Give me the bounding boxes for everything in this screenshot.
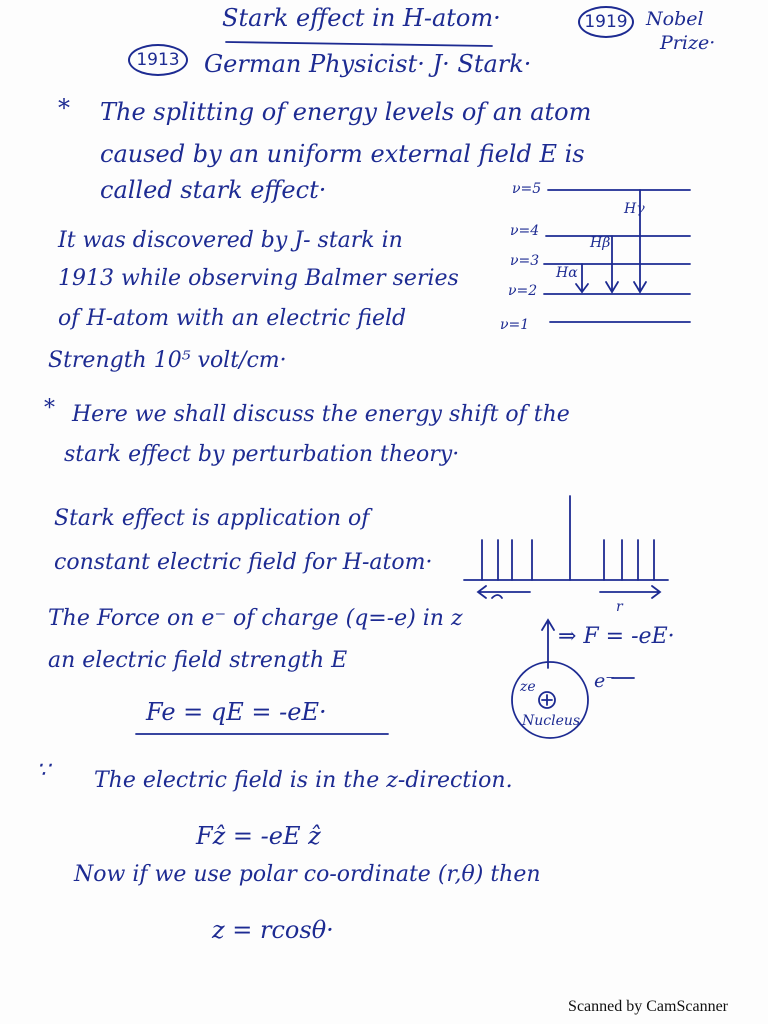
sigma-mark xyxy=(492,595,502,598)
definition-line-2: caused by an uniform external field E is xyxy=(100,140,585,168)
force-line-1: The Force on e⁻ of charge (q=-e) in z xyxy=(48,606,463,631)
line-label-h-beta: Hβ xyxy=(590,235,611,251)
prize-label: Prize· xyxy=(660,32,716,54)
spectrum-arrow-left xyxy=(478,586,530,598)
level-label-2: ν=2 xyxy=(508,283,538,299)
atom-charge: ze xyxy=(520,679,536,695)
force-result: ⇒ F = -eE· xyxy=(558,624,675,649)
application-line-1: Stark effect is application of xyxy=(54,506,370,531)
nucleus-label: Nucleus xyxy=(522,713,581,729)
application-line-2: constant electric field for H-atom· xyxy=(54,550,433,575)
discovery-line-4: Strength 10⁵ volt/cm· xyxy=(48,348,287,373)
nucleus-plus xyxy=(542,695,552,705)
polar-equation: z = rcosθ· xyxy=(212,916,334,944)
r-label: r xyxy=(616,599,623,615)
level-label-5: ν=5 xyxy=(512,181,542,197)
discovery-line-3: of H-atom with an electric field xyxy=(58,306,407,331)
transition-h-beta-head xyxy=(606,282,618,292)
level-label-4: ν=4 xyxy=(510,223,540,239)
therefore-symbol: ∵ xyxy=(36,758,50,783)
nobel-year-circle xyxy=(578,6,634,38)
level-label-1: ν=1 xyxy=(500,317,530,333)
line-label-h-alpha: Hα xyxy=(556,265,578,281)
discovery-year-circle xyxy=(128,44,188,76)
force-equation: Fe = qE = -eE· xyxy=(146,698,327,726)
nobel-label: Nobel xyxy=(646,8,704,30)
bullet-1: * xyxy=(58,94,70,122)
discovery-year: 1913 xyxy=(136,50,180,70)
electron-label: e⁻ xyxy=(594,670,616,692)
line-label-h-gamma: Hγ xyxy=(624,201,645,217)
definition-line-3: called stark effect· xyxy=(100,176,327,204)
direction-line: The electric field is in the z-direction. xyxy=(94,768,513,793)
transition-h-gamma-head xyxy=(634,282,646,292)
polar-line: Now if we use polar co-ordinate (r,θ) then xyxy=(74,862,541,887)
physicist-line: German Physicist· J· Stark· xyxy=(204,50,532,78)
spectrum-arrow-right xyxy=(600,586,660,598)
discovery-line-1: It was discovered by J- stark in xyxy=(58,228,403,253)
transition-h-alpha-head xyxy=(576,284,588,292)
nucleus-circle xyxy=(539,692,555,708)
definition-line-1: The splitting of energy levels of an atom xyxy=(100,98,592,126)
discovery-line-2: 1913 while observing Balmer series xyxy=(58,266,459,291)
nobel-year: 1919 xyxy=(584,12,628,32)
page-title: Stark effect in H-atom· xyxy=(222,4,501,32)
discussion-line-1: Here we shall discuss the energy shift of the xyxy=(72,402,570,427)
discussion-line-2: stark effect by perturbation theory· xyxy=(64,442,460,467)
bullet-2: * xyxy=(44,396,55,421)
level-label-3: ν=3 xyxy=(510,253,540,269)
z-axis-arrow xyxy=(542,620,554,668)
direction-equation: Fẑ = -eE ẑ xyxy=(196,822,321,850)
scanner-watermark: Scanned by CamScanner xyxy=(568,998,728,1015)
title-underline xyxy=(226,42,492,46)
force-line-2: an electric field strength E xyxy=(48,648,348,673)
